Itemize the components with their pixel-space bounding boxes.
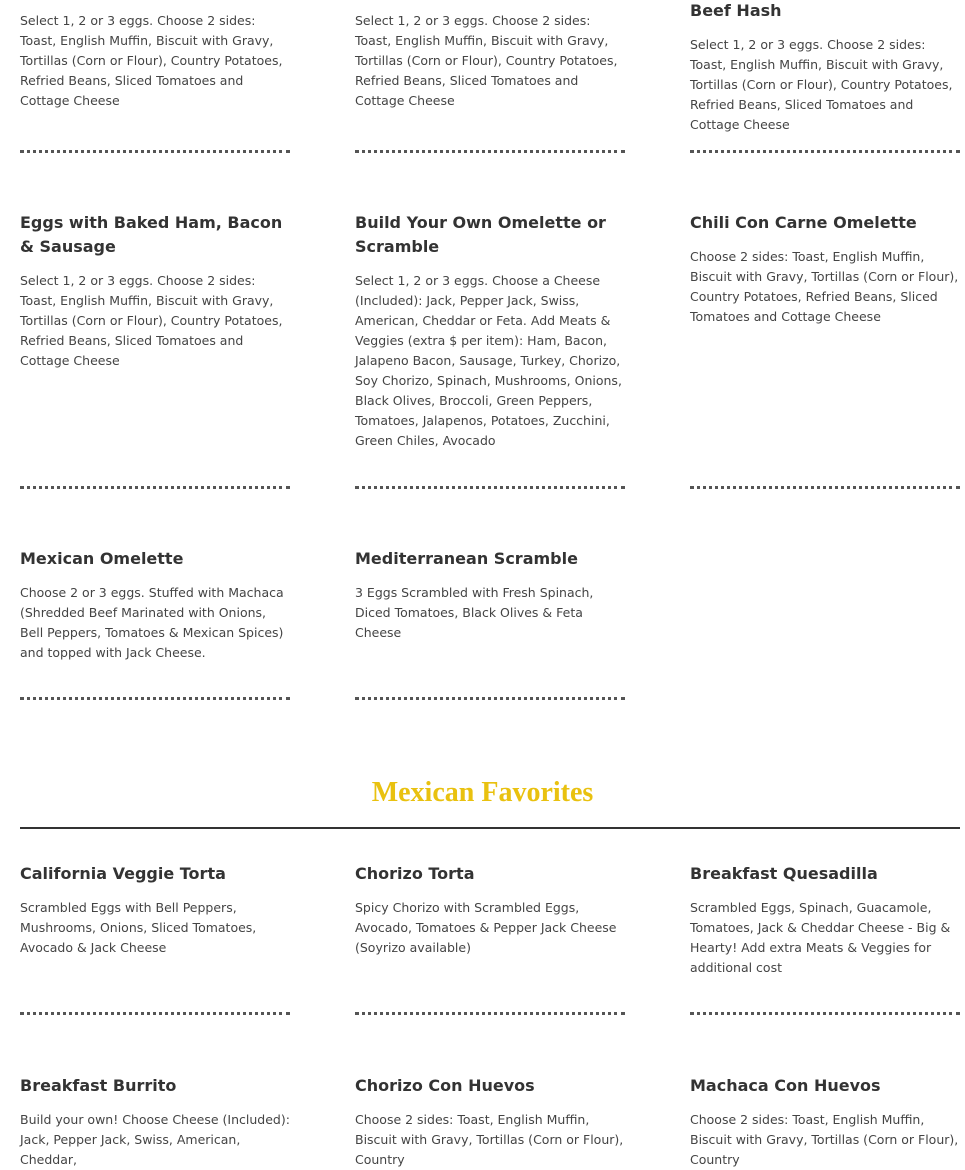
menu-item-description: Select 1, 2 or 3 eggs. Choose a Cheese (Included): Jack, Pepper Jack, Swiss, American, Cheddar or Feta. Add Meats & Veggies (extra $ per item): Ham, Bacon, Jalapeno Bacon, Sausage, Turkey, Chorizo, Soy Chorizo, Spinach, Mushrooms, Onions, Black Olives, Broccoli, Green Peppers, Tomatoes, Jalapenos, Potatoes, Zucchini, Green Chiles, Avocado bbox=[355, 273, 622, 448]
menu-item-description: Scrambled Eggs with Bell Peppers, Mushrooms, Onions, Sliced Tomatoes, Avocado & Jack Cheese bbox=[20, 900, 257, 955]
menu-item-title: Eggs with Baked Ham, Bacon & Sausage bbox=[20, 213, 283, 256]
menu-item-title: Breakfast Quesadilla bbox=[690, 864, 878, 883]
menu-item-title: Chorizo Con Huevos bbox=[355, 1076, 535, 1095]
menu-item-description: Scrambled Eggs, Spinach, Guacamole, Tomatoes, Jack & Cheddar Cheese - Big & Hearty! Add extra Meats & Veggies for additional cost bbox=[690, 900, 951, 975]
menu-item-title: Mediterranean Scramble bbox=[355, 549, 578, 568]
section-divider bbox=[20, 827, 960, 829]
menu-item-description: 3 Eggs Scrambled with Fresh Spinach, Diced Tomatoes, Black Olives & Feta Cheese bbox=[355, 585, 594, 640]
menu-item-title: Chorizo Torta bbox=[355, 864, 475, 883]
menu-item-title: Machaca Con Huevos bbox=[690, 1076, 881, 1095]
dotted-divider bbox=[20, 697, 290, 700]
menu-item-description: Choose 2 sides: Toast, English Muffin, Biscuit with Gravy, Tortillas (Corn or Flour), Country bbox=[690, 1112, 959, 1167]
menu-item-title: Chili Con Carne Omelette bbox=[690, 213, 917, 232]
menu-item-title: Mexican Omelette bbox=[20, 549, 184, 568]
menu-item-description: Build your own! Choose Cheese (Included): Jack, Pepper Jack, Swiss, American, Cheddar, bbox=[20, 1112, 290, 1167]
dotted-divider bbox=[355, 1012, 625, 1015]
menu-item-description: Select 1, 2 or 3 eggs. Choose 2 sides: Toast, English Muffin, Biscuit with Gravy, Tortillas (Corn or Flour), Country Potatoes, Refried Beans, Sliced Tomatoes and Cottage Cheese bbox=[355, 13, 618, 108]
menu-item-description: Select 1, 2 or 3 eggs. Choose 2 sides: Toast, English Muffin, Biscuit with Gravy, Tortillas (Corn or Flour), Country Potatoes, Refried Beans, Sliced Tomatoes and Cottage Cheese bbox=[20, 273, 283, 368]
menu-item-description: Select 1, 2 or 3 eggs. Choose 2 sides: Toast, English Muffin, Biscuit with Gravy, Tortillas (Corn or Flour), Country Potatoes, Refried Beans, Sliced Tomatoes and Cottage Cheese bbox=[20, 13, 283, 108]
dotted-divider bbox=[20, 1012, 290, 1015]
section-title-mexican-favorites: Mexican Favorites bbox=[371, 777, 594, 808]
dotted-divider bbox=[355, 486, 625, 489]
dotted-divider bbox=[690, 486, 960, 489]
dotted-divider bbox=[355, 697, 625, 700]
menu-item-title: Beef Hash bbox=[690, 1, 782, 20]
menu-item-title: Breakfast Burrito bbox=[20, 1076, 177, 1095]
menu-item-title: California Veggie Torta bbox=[20, 864, 226, 883]
dotted-divider bbox=[690, 150, 960, 153]
menu-item-title: Build Your Own Omelette or Scramble bbox=[355, 213, 606, 256]
menu-item-description: Choose 2 sides: Toast, English Muffin, Biscuit with Gravy, Tortillas (Corn or Flour), Country Potatoes, Refried Beans, Sliced Tomatoes and Cottage Cheese bbox=[690, 249, 959, 324]
dotted-divider bbox=[20, 150, 290, 153]
dotted-divider bbox=[20, 486, 290, 489]
menu-item-description: Choose 2 sides: Toast, English Muffin, Biscuit with Gravy, Tortillas (Corn or Flour), Country bbox=[355, 1112, 624, 1167]
dotted-divider bbox=[690, 1012, 960, 1015]
menu-item-description: Spicy Chorizo with Scrambled Eggs, Avocado, Tomatoes & Pepper Jack Cheese (Soyrizo available) bbox=[355, 900, 617, 955]
dotted-divider bbox=[355, 150, 625, 153]
menu-item-description: Select 1, 2 or 3 eggs. Choose 2 sides: Toast, English Muffin, Biscuit with Gravy, Tortillas (Corn or Flour), Country Potatoes, Refried Beans, Sliced Tomatoes and Cottage Cheese bbox=[690, 37, 953, 132]
menu-item-description: Choose 2 or 3 eggs. Stuffed with Machaca (Shredded Beef Marinated with Onions, Bell Peppers, Tomatoes & Mexican Spices) and topped with Jack Cheese. bbox=[20, 585, 284, 660]
